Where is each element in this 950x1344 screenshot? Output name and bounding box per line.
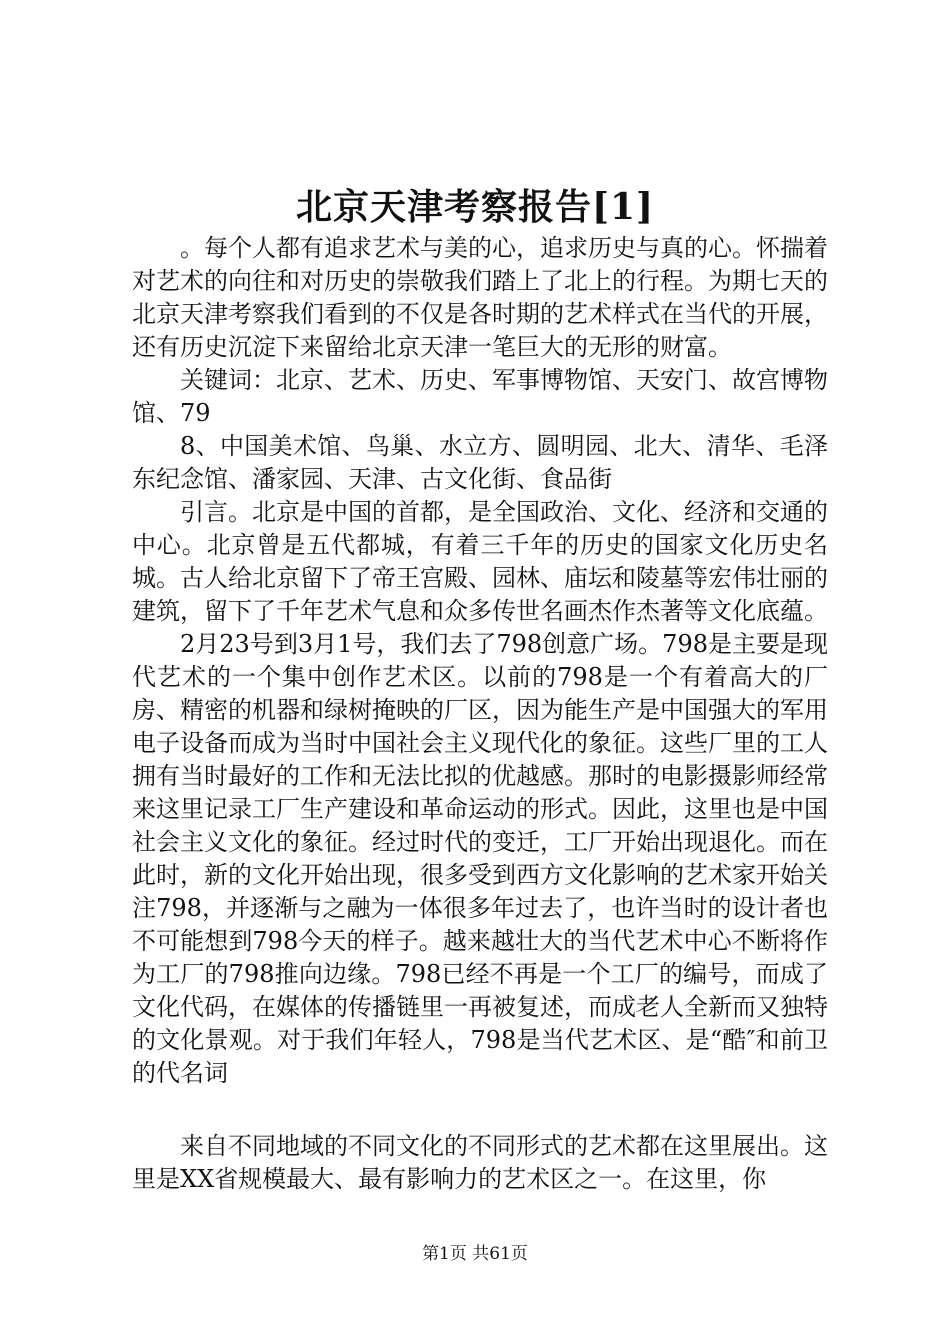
paragraph-798: 2月23号到3月1号，我们去了798创意广场。798是主要是现代艺术的一个集中创作艺术区。以前的798是一个有着高大的厂房、精密的机器和绿树掩映的厂区，因为能生产是中国强大的军用电子设备而成为当时中国社会主义现代化的象征。这些厂里的工人拥有当时最好的工作和无法比拟的优越感。那时的电影摄影师经常来这里记录工厂生产建设和革命运动的形式。因此，这里也是中国社会主义文化的象征。经过时代的变迁，工厂开始出现退化。而在此时，新的文化开始出现，很多受到西方文化影响的艺术家开始关注798，并逐渐与之融为一体很多年过去了，也许当时的设计者也不可能想到798今天的样子。越来越壮大的当代艺术中心不断将作为工厂的798推向边缘。798已经不再是一个工厂的编号，而成了文化代码，在媒体的传播链里一再被复述，而成老人全新而又独特的文化景观。对于我们年轻人，798是当代艺术区、是“酷″和前卫的代名词: [132, 630, 828, 1087]
document-title: 北京天津考察报告[1]: [295, 186, 655, 228]
paragraph-keywords: 关键词：北京、艺术、历史、军事博物馆、天安门、故宫博物馆、79: [132, 366, 828, 427]
paragraph-gap: [132, 1090, 828, 1130]
paragraph-preface: 引言。北京是中国的首都，是全国政治、文化、经济和交通的中心。北京曾是五代都城，有着三千年的历史的国家文化历史名城。古人给北京留下了帝王宫殿、园林、庙坛和陵墓等宏伟壮丽的建筑，留下了千年艺术气息和众多传世名画杰作杰著等文化底蕴。: [132, 498, 828, 625]
page-number: 第1页 共61页: [422, 1244, 528, 1264]
paragraph-art-district: 来自不同地域的不同文化的不同形式的艺术都在这里展出。这里是XX省规模最大、最有影响力的艺术区之一。在这里，你: [132, 1132, 828, 1193]
document-body: [132, 232, 828, 1196]
paragraph-keywords-continued: 8、中国美术馆、鸟巢、水立方、圆明园、北大、清华、毛泽东纪念馆、潘家园、天津、古文化街、食品街: [132, 432, 828, 493]
paragraph-intro: 。每个人都有追求艺术与美的心，追求历史与真的心。怀揣着对艺术的向往和对历史的崇敬我们踏上了北上的行程。为期七天的北京天津考察我们看到的不仅是各时期的艺术样式在当代的开展，还有历史沉淀下来留给北京天津一笔巨大的无形的财富。: [132, 234, 828, 361]
